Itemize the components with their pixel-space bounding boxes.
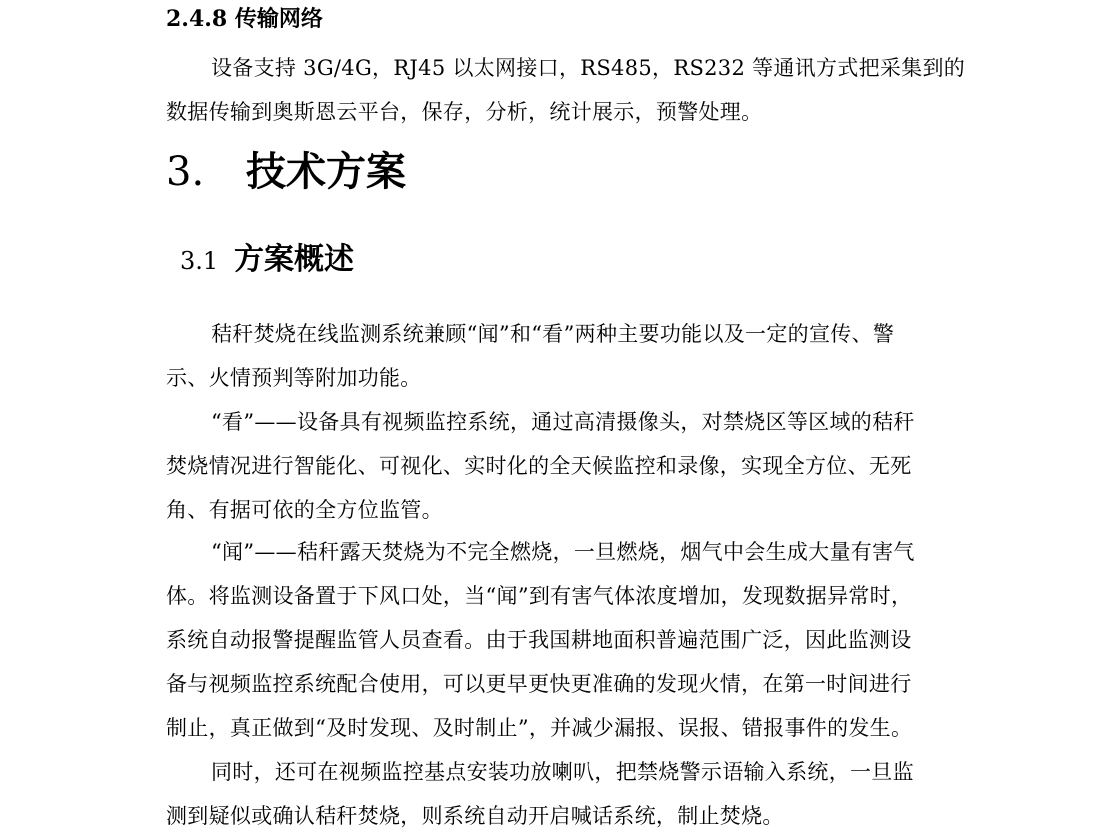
paragraph-smell [166, 530, 946, 750]
section-number: 3.1 [180, 247, 219, 275]
paragraph-line: 备与视频监控系统配合使用，可以更早更快更准确的发现火情，在第一时间进行 [166, 672, 912, 696]
chapter-heading-3 [166, 144, 406, 200]
paragraph-line: 测到疑似或确认秸秆焚烧，则系统自动开启喊话系统，制止焚烧。 [166, 804, 784, 828]
chapter-number: 3. [166, 149, 205, 195]
paragraph-line: 焚烧情况进行智能化、可视化、实时化的全天候监控和录像，实现全方位、无死 [166, 454, 912, 478]
paragraph-line: “看”——设备具有视频监控系统，通过高清摄像头，对禁烧区等区域的秸秆 [211, 410, 915, 434]
paragraph-look [166, 400, 946, 532]
paragraph-line: “闻”——秸秆露天焚烧为不完全燃烧，一旦燃烧，烟气中会生成大量有害气 [211, 540, 915, 564]
paragraph-line: 秸秆焚烧在线监测系统兼顾“闻”和“看”两种主要功能以及一定的宣传、警 [211, 322, 895, 346]
paragraph-line: 示、火情预判等附加功能。 [166, 366, 422, 390]
paragraph-line: 设备支持 3G/4G，RJ45 以太网接口，RS485，RS232 等通讯方式把采集到的 [211, 56, 966, 80]
paragraph-line: 制止，真正做到“及时发现、及时制止”，并减少漏报、误报、错报事件的发生。 [166, 716, 913, 740]
paragraph-broadcast [166, 750, 946, 838]
paragraph-line: 角、有据可依的全方位监管。 [166, 498, 443, 522]
chapter-title: 技术方案 [246, 149, 406, 195]
paragraph-line: 数据传输到奥斯恩云平台，保存，分析，统计展示，预警处理。 [166, 100, 763, 124]
paragraph-overview [166, 312, 946, 400]
section-heading-2-4-8: 2.4.8 传输网络 [166, 6, 323, 32]
paragraph-transmission [166, 46, 966, 134]
section-title: 方案概述 [234, 242, 354, 277]
paragraph-line: 体。将监测设备置于下风口处，当“闻”到有害气体浓度增加，发现数据异常时， [166, 584, 913, 608]
paragraph-line: 同时，还可在视频监控基点安装功放喇叭，把禁烧警示语输入系统，一旦监 [211, 760, 914, 784]
section-heading-3-1 [180, 238, 354, 283]
paragraph-line: 系统自动报警提醒监管人员查看。由于我国耕地面积普遍范围广泛，因此监测设 [166, 628, 912, 652]
